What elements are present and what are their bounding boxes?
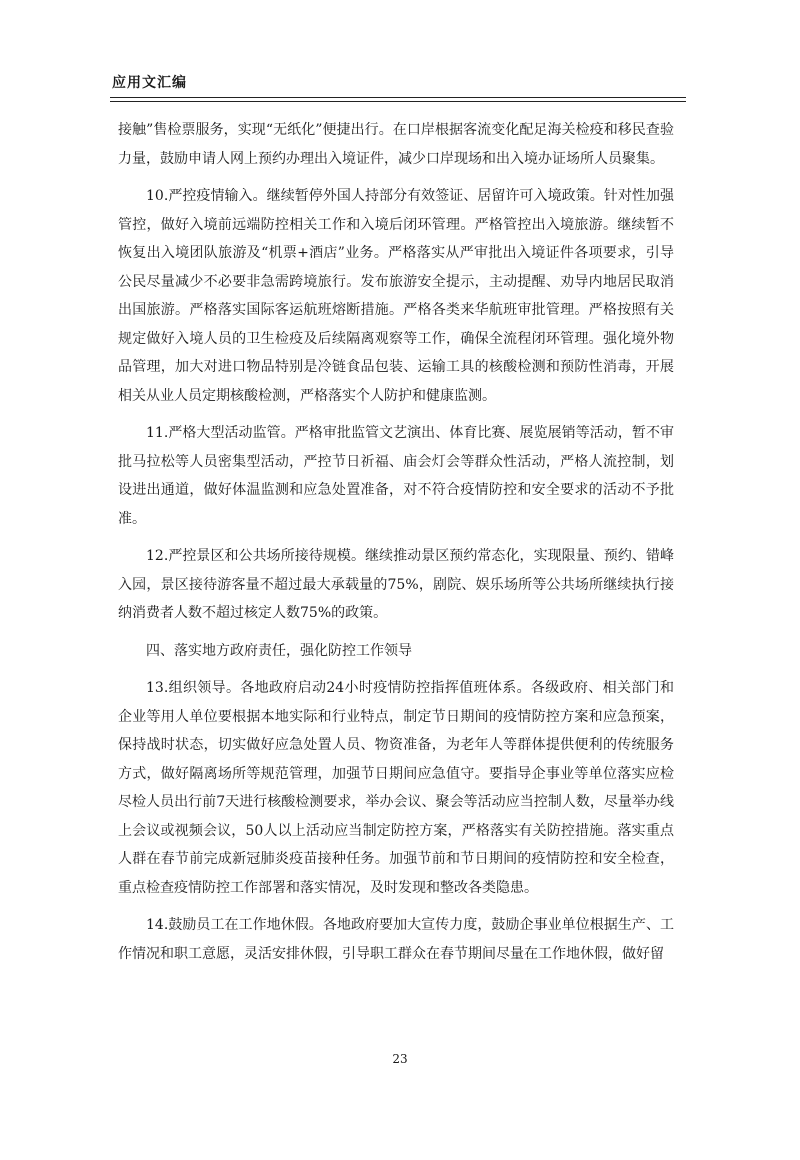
header-rule-top (110, 97, 686, 98)
section-heading-4: 四、落实地方政府责任，强化防控工作领导 (146, 642, 412, 659)
paragraph-continued: 接触”售检票服务，实现“无纸化”便捷出行。在口岸根据客流变化配足海关检疫和移民查验力量，鼓励申请人网上预约办理出入境证件，减少口岸现场和出入境办证场所人员聚集。 (118, 122, 674, 167)
paragraph-item-14: 14.鼓励员工在工作地休假。各地政府要加大宣传力度，鼓励企事业单位根据生产、工作情况和职工意愿，灵活安排休假，引导职工群众在春节期间尽量在工作地休假，做好留 (118, 917, 674, 962)
paragraph-item-12: 12.严控景区和公共场所接待规模。继续推动景区预约常态化，实现限量、预约、错峰入园，景区接待游客量不超过最大承载量的75%，剧院、娱乐场所等公共场所继续执行接纳消费者人数不超过核定人数75%的政策。 (118, 548, 674, 621)
body-text (118, 116, 674, 977)
page-number: 23 (392, 1052, 408, 1066)
paragraph-item-11: 11.严格大型活动监管。严格审批监管文艺演出、体育比赛、展览展销等活动，暂不审批马拉松等人员密集型活动，严控节日祈福、庙会灯会等群众性活动，严格人流控制，划设进出通道，做好体温监测和应急处置准备，对不符合疫情防控和安全要求的活动不予批准。 (118, 425, 674, 527)
paragraph-item-13: 13.组织领导。各地政府启动24小时疫情防控指挥值班体系。各级政府、相关部门和企业等用人单位要根据本地实际和行业特点，制定节日期间的疫情防控方案和应急预案，保持战时状态，切实做好应急处置人员、物资准备，为老年人等群体提供便利的传统服务方式，做好隔离场所等规范管理，加强节日期间应急值守。要指导企事业等单位落实应检尽检人员出行前7天进行核酸检测要求，举办会议、聚会等活动应当控制人数，尽量举办线上会议或视频会议，50人以上活动应当制定防控方案，严格落实有关防控措施。落实重点人群在春节前完成新冠肺炎疫苗接种任务。加强节前和节日期间的疫情防控和安全检查，重点检查疫情防控工作部署和落实情况，及时发现和整改各类隐患。 (118, 680, 674, 896)
header-rule-bottom (110, 101, 686, 102)
paragraph-item-10: 10.严控疫情输入。继续暂停外国人持部分有效签证、居留许可入境政策。针对性加强管控，做好入境前远端防控相关工作和入境后闭环管理。严格管控出入境旅游。继续暂不恢复出入境团队旅游及“机票+酒店”业务。严格落实从严审批出入境证件各项要求，引导公民尽量减少不必要非急需跨境旅行。发布旅游安全提示，主动提醒、劝导内地居民取消出国旅游。严格落实国际客运航班熔断措施。严格各类来华航班审批管理。严格按照有关规定做好入境人员的卫生检疫及后续隔离观察等工作，确保全流程闭环管理。强化境外物品管理，加大对进口物品特别是冷链食品包装、运输工具的核酸检测和预防性消毒，开展相关从业人员定期核酸检测，严格落实个人防护和健康监测。 (118, 188, 674, 404)
running-header: 应用文汇编 (112, 75, 187, 91)
